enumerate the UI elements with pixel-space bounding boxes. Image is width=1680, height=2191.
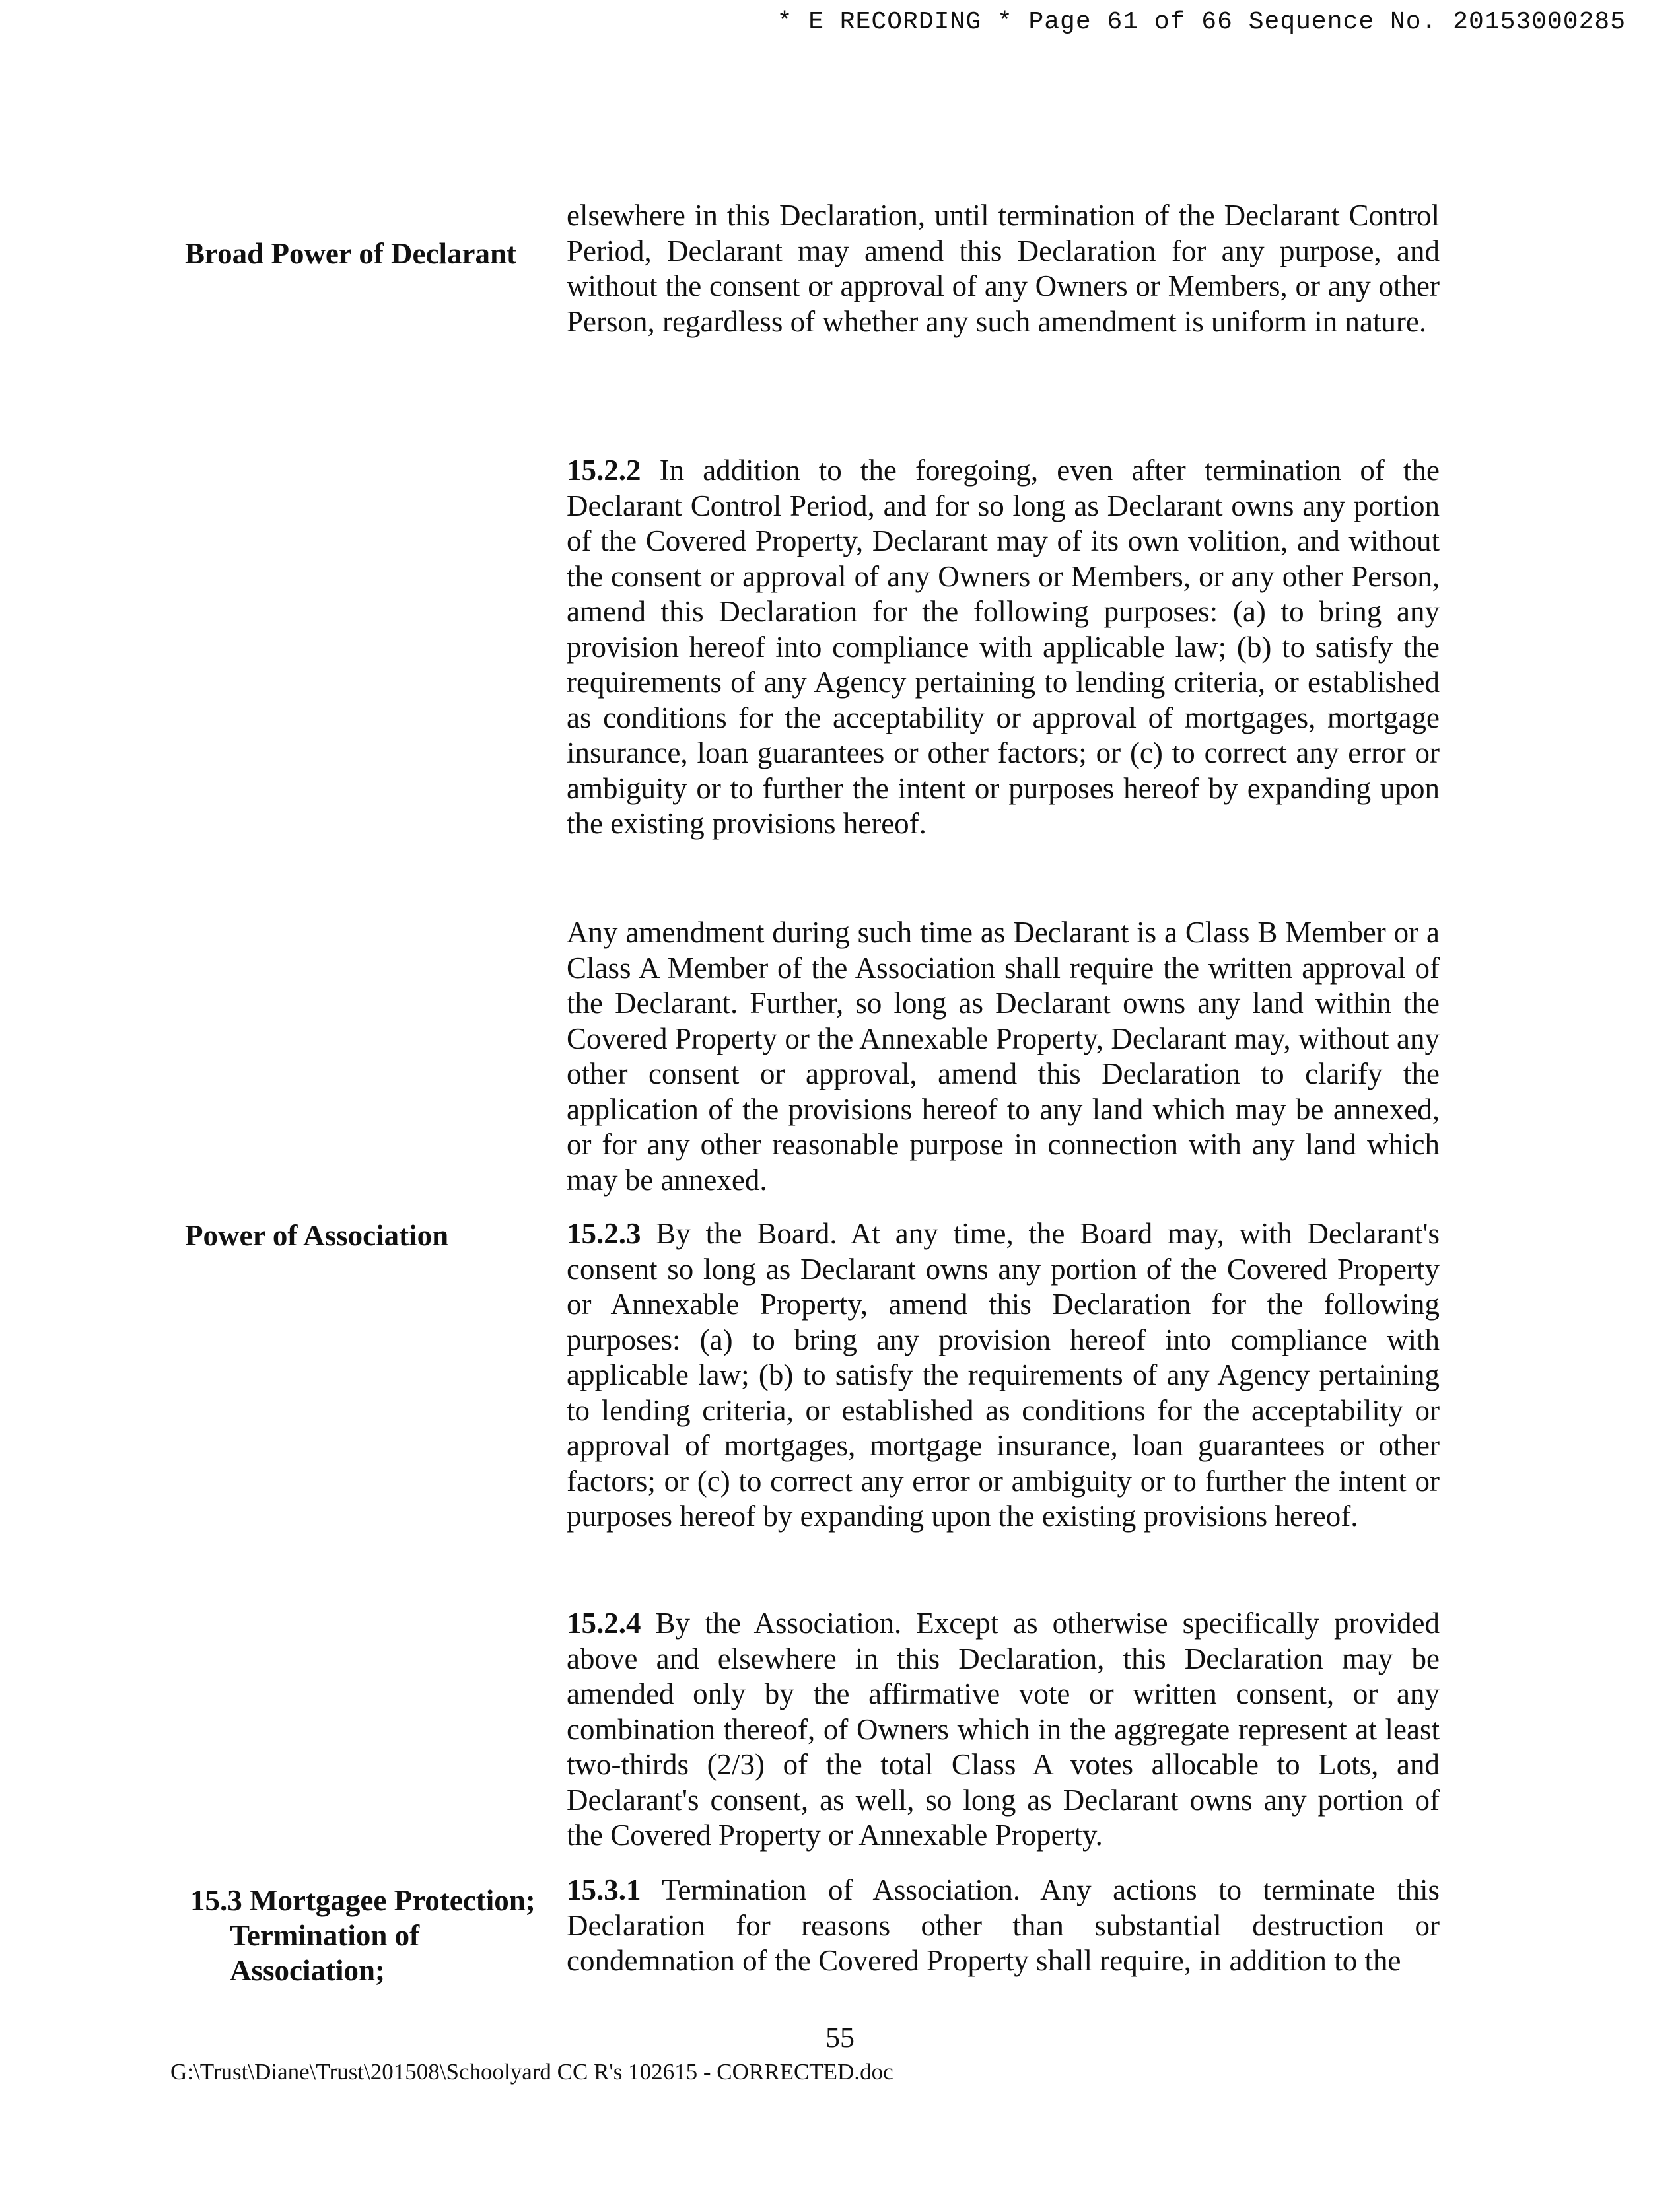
paragraph-text: Termination of Association. Any actions to terminate this Declaration for reasons other than substantial destruction or condemnation of the Covered Property shall require, in addition to the [567,1873,1440,1977]
paragraph-text: By the Board. At any time, the Board may, with Declarant's consent so long as Declarant owns any portion of the Covered Property or Annexable Property, amend this Declaration for the following purposes: (a) to bring any provision hereof into compliance with applicable law; (b) to satisfy the requirements of any Agency pertaining to lending criteria, or established as conditions for the acceptability or approval of mortgages, mortgage insurance, loan guarantees or other factors; or (c) to correct any error or ambiguity or to further the intent or purposes hereof by expanding upon the existing provisions hereof. [567,1217,1440,1533]
heading-line: 15.3 Mortgagee Protection; [190,1884,536,1917]
paragraph-15-2-2 [567,453,1440,842]
page-number: 55 [825,2021,855,2054]
heading-line: Termination of [230,1919,420,1952]
section-number: 15.2.4 [567,1607,641,1640]
file-path-footer: G:\Trust\Diane\Trust\201508\Schoolyard CC R's 102615 - CORRECTED.doc [170,2059,893,2085]
paragraph-15-2-3 [567,1216,1440,1535]
paragraph-text: Any amendment during such time as Declarant is a Class B Member or a Class A Member of the Association shall require the written approval of the Declarant. Further, so long as Declarant owns any land within the Covered Property or the Annexable Property, Declarant may, without any other consent or approval, amend this Declaration to clarify the application of the provisions hereof to any land which may be annexed, or for any other reasonable purpose in connection with any land which may be annexed. [567,916,1440,1197]
paragraph-class-b-amendment [567,915,1440,1198]
paragraph-text: By the Association. Except as otherwise specifically provided above and elsewhere in this Declaration, this Declaration may be amended only by the affirmative vote or written consent, or any combination thereof, of Owners which in the aggregate represent at least two-thirds (2/3) of the total Class A votes allocable to Lots, and Declarant's consent, as well, so long as Declarant owns any portion of the Covered Property or Annexable Property. [567,1607,1440,1852]
paragraph-declarant-control-period [567,198,1440,339]
recording-stamp: * E RECORDING * Page 61 of 66 Sequence No. 20153000285 [777,8,1626,36]
heading-power-of-association: Power of Association [185,1219,449,1252]
section-number: 15.2.2 [567,454,641,487]
paragraph-text: elsewhere in this Declaration, until termination of the Declarant Control Period, Declarant may amend this Declaration for any purpose, and without the consent or approval of any Owners or Members, or any other Person, regardless of whether any such amendment is uniform in nature. [567,199,1440,338]
paragraph-15-2-4 [567,1606,1440,1854]
heading-broad-power: Broad Power of Declarant [185,237,516,270]
heading-mortgagee-protection [190,1883,547,1988]
paragraph-text: In addition to the foregoing, even after termination of the Declarant Control Period, and for so long as Declarant owns any portion of the Covered Property, Declarant may of its own volition, and without the consent or approval of any Owners or Members, or any other Person, amend this Declaration for the following purposes: (a) to bring any provision hereof into compliance with applicable law; (b) to satisfy the requirements of any Agency pertaining to lending criteria, or established as conditions for the acceptability or approval of mortgages, mortgage insurance, loan guarantees or other factors; or (c) to correct any error or ambiguity or to further the intent or purposes hereof by expanding upon the existing provisions hereof. [567,454,1440,840]
heading-line: Association; [230,1954,385,1987]
section-number: 15.3.1 [567,1873,641,1906]
section-number: 15.2.3 [567,1217,641,1250]
paragraph-15-3-1 [567,1873,1440,1979]
